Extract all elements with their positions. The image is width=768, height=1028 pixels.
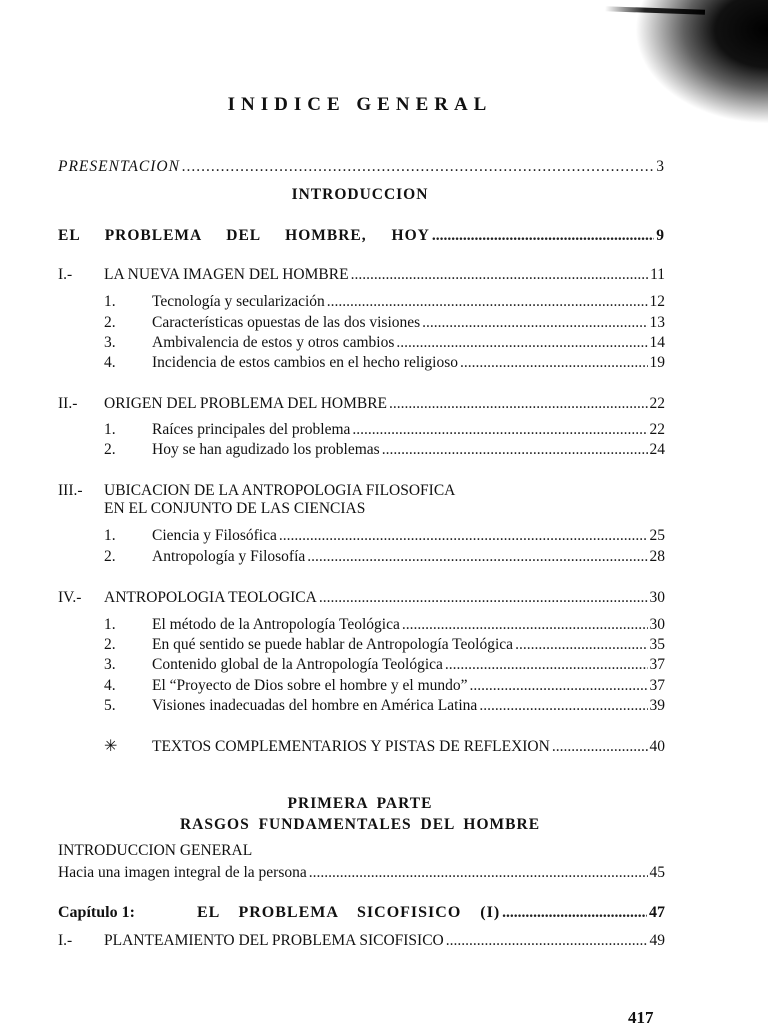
item-number: 2. [104, 314, 116, 331]
toc-item [104, 293, 665, 311]
section-roman: III.- [58, 482, 83, 499]
leader-dots [307, 548, 647, 566]
toc-item [104, 636, 665, 654]
toc-item [104, 421, 665, 439]
toc-section-i [58, 266, 665, 284]
scan-shadow [598, 0, 768, 150]
leader-dots [389, 395, 647, 413]
introduccion-heading: INTRODUCCION [291, 186, 429, 203]
entry-label: PRESENTACION [58, 158, 180, 175]
item-number: 3. [104, 656, 116, 673]
item-page: 24 [649, 441, 665, 458]
item-label: Incidencia de estos cambios en el hecho religioso [152, 354, 459, 371]
entry-page: 9 [656, 227, 665, 244]
item-label: Ciencia y Filosófica [152, 527, 277, 544]
chapter-page: 47 [649, 904, 665, 921]
intro-general-heading: INTRODUCCION GENERAL [58, 842, 253, 859]
toc-section-ii [58, 395, 665, 413]
section-roman: IV.- [58, 589, 82, 606]
leader-dots [446, 932, 648, 950]
toc-section-iv [58, 589, 665, 607]
item-page: 37 [649, 677, 665, 694]
entry-label: EL PROBLEMA DEL HOMBRE, HOY [58, 227, 430, 244]
leader-dots [382, 441, 648, 459]
leader-dots [402, 616, 648, 634]
section-roman: I.- [58, 932, 73, 949]
leader-dots [479, 697, 647, 715]
part-heading: PRIMERA PARTE [287, 795, 433, 812]
toc-chapter-1 [58, 904, 665, 922]
asterisk-icon: ✳ [104, 738, 118, 755]
section-label-continued: EN EL CONJUNTO DE LAS CIENCIAS [104, 500, 366, 517]
item-number: 3. [104, 334, 116, 351]
leader-dots [182, 158, 654, 176]
item-label: Tecnología y secularización [152, 293, 325, 310]
toc-entry-planteamiento [58, 932, 665, 950]
section-roman: I.- [58, 266, 73, 283]
leader-dots [352, 421, 647, 439]
section-page: 11 [650, 266, 665, 283]
section-label: ORIGEN DEL PROBLEMA DEL HOMBRE [104, 395, 388, 412]
item-label: Visiones inadecuadas del hombre en América Latina [152, 697, 478, 714]
item-number: 5. [104, 697, 116, 714]
item-number: 1. [104, 421, 116, 438]
item-label: Características opuestas de las dos visiones [152, 314, 421, 331]
item-label: El método de la Antropología Teológica [152, 616, 400, 633]
toc-item [104, 354, 665, 372]
chapter-label: Capítulo 1: [58, 904, 135, 921]
toc-item [104, 616, 665, 634]
item-page: 13 [649, 314, 665, 331]
item-label: Antropología y Filosofía [152, 548, 306, 565]
item-number: 1. [104, 616, 116, 633]
toc-entry-textos [104, 736, 665, 756]
toc-entry-presentacion [58, 158, 665, 176]
entry-page: 49 [649, 932, 665, 949]
item-page: 35 [649, 636, 665, 653]
item-page: 14 [649, 334, 665, 351]
item-label: Contenido global de la Antropología Teológica [152, 656, 443, 673]
item-label: Hoy se han agudizado los problemas [152, 441, 380, 458]
toc-item [104, 334, 665, 352]
leader-dots [279, 527, 648, 545]
item-page: 28 [649, 548, 665, 565]
item-page: 30 [649, 616, 665, 633]
item-number: 1. [104, 527, 116, 544]
leader-dots [351, 266, 649, 284]
section-label: LA NUEVA IMAGEN DEL HOMBRE [104, 266, 349, 283]
item-number: 4. [104, 677, 116, 694]
toc-item [104, 677, 665, 695]
item-number: 1. [104, 293, 116, 310]
toc-entry-problema [58, 227, 665, 245]
item-page: 37 [649, 656, 665, 673]
item-number: 2. [104, 548, 116, 565]
section-label: ANTROPOLOGIA TEOLOGICA [104, 589, 317, 606]
leader-dots [552, 738, 648, 756]
toc-item [104, 656, 665, 674]
leader-dots [396, 334, 647, 352]
entry-label: TEXTOS COMPLEMENTARIOS Y PISTAS DE REFLEXION [152, 738, 550, 755]
leader-dots [515, 636, 647, 654]
item-page: 39 [649, 697, 665, 714]
item-page: 12 [649, 293, 665, 310]
section-roman: II.- [58, 395, 78, 412]
item-label: Raíces principales del problema [152, 421, 351, 438]
part-title: RASGOS FUNDAMENTALES DEL HOMBRE [179, 816, 541, 833]
item-page: 22 [649, 421, 665, 438]
toc-item [104, 697, 665, 715]
leader-dots [445, 656, 648, 674]
item-page: 19 [649, 354, 665, 371]
toc-section-iii [58, 482, 455, 500]
item-label: El “Proyecto de Dios sobre el hombre y el mundo” [152, 677, 468, 694]
entry-label: Hacia una imagen integral de la persona [58, 864, 307, 881]
leader-dots [422, 314, 647, 332]
item-number: 4. [104, 354, 116, 371]
leader-dots [460, 354, 647, 372]
entry-page: 3 [656, 158, 665, 175]
toc-item [104, 441, 665, 459]
section-page: 30 [649, 589, 665, 606]
leader-dots [319, 589, 648, 607]
item-number: 2. [104, 441, 116, 458]
section-page: 22 [649, 395, 665, 412]
entry-label: PLANTEAMIENTO DEL PROBLEMA SICOFISICO [104, 932, 444, 949]
item-label: En qué sentido se puede hablar de Antropología Teológica [152, 636, 514, 653]
entry-page: 40 [649, 738, 665, 755]
toc-item [104, 314, 665, 332]
leader-dots [432, 227, 654, 245]
entry-page: 45 [649, 864, 665, 881]
item-page: 25 [649, 527, 665, 544]
item-number: 2. [104, 636, 116, 653]
leader-dots [327, 293, 648, 311]
toc-entry-hacia [58, 864, 665, 882]
leader-dots [309, 864, 648, 882]
section-label: UBICACION DE LA ANTROPOLOGIA FILOSOFICA [104, 482, 456, 499]
toc-item [104, 548, 665, 566]
chapter-title: EL PROBLEMA SICOFISICO (I) [197, 904, 501, 921]
page-number: 417 [628, 1008, 654, 1027]
leader-dots [470, 677, 648, 695]
item-label: Ambivalencia de estos y otros cambios [152, 334, 395, 351]
toc-item [104, 527, 665, 545]
leader-dots [502, 904, 647, 922]
page-title: INIDICE GENERAL [227, 94, 493, 115]
